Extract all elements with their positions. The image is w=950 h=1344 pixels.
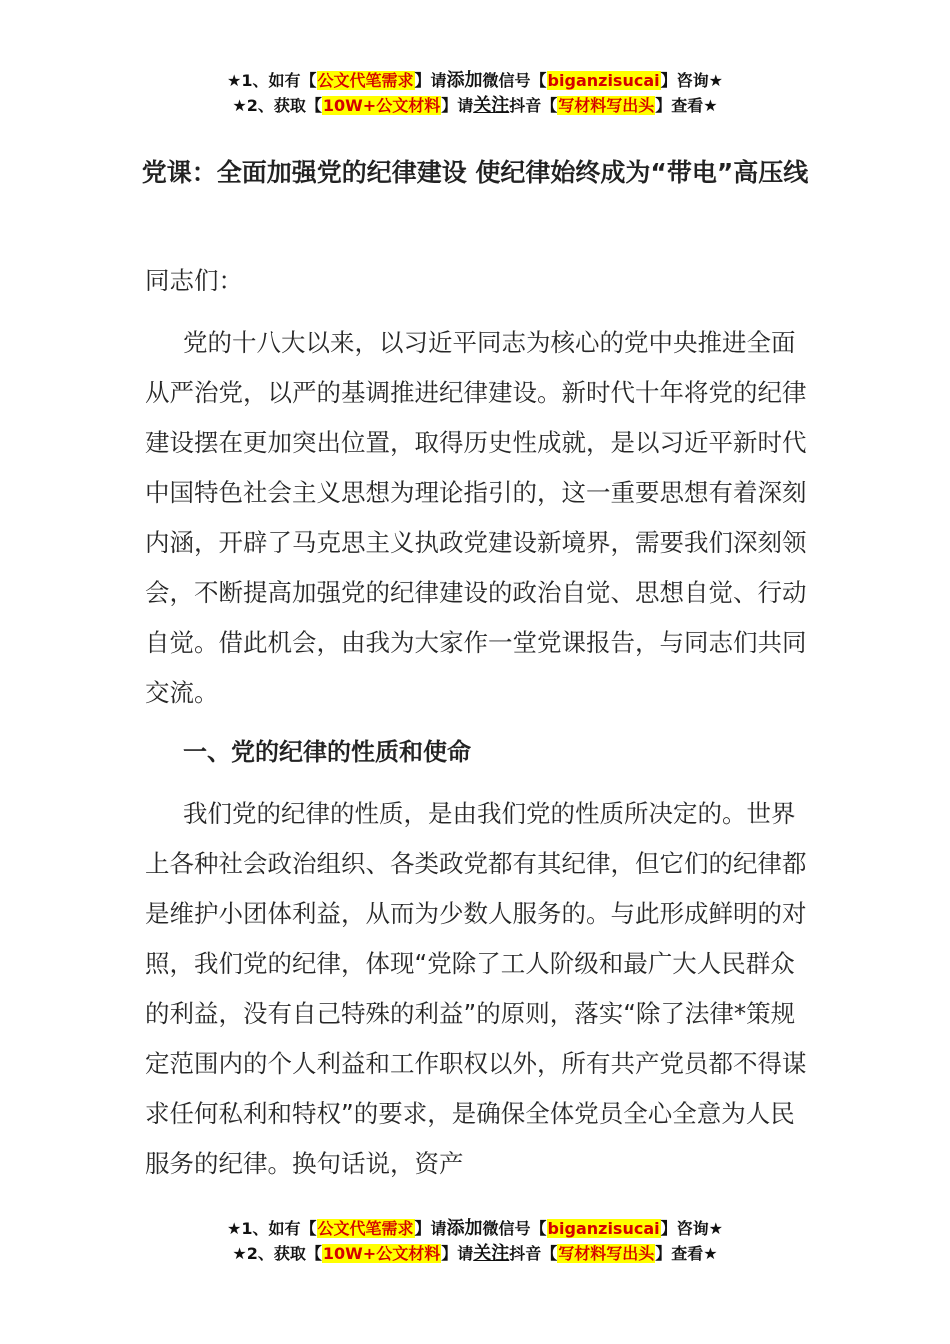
banner-text: 】请 bbox=[441, 96, 474, 115]
paragraph-1-text: 党的十八大以来，以习近平同志为核心的党中央推进全面从严治党，以严的基调推进纪律建设。新时代十年将党的纪律建设摆在更加突出位置，取得历史性成就，是以习近平新时代中国特色社会主义思想为理论指引的，这一重要思想有着深刻内涵，开辟了马克思主义执政党建设新境界，需要我们深刻领会，不断提高加强党的纪律建设的政治自觉、思想自觉、行动自觉。借此机会，由我为大家作一堂党课报告，与同志们共同交流。 bbox=[145, 328, 807, 707]
banner-highlight: biganzisucai bbox=[547, 71, 660, 90]
banner-highlight: 写材料写出头 bbox=[558, 1244, 655, 1263]
banner-highlight: 写材料写出头 bbox=[558, 96, 655, 115]
banner-highlight: 公文代笔需求 bbox=[317, 1219, 414, 1238]
document-title: 党课：全面加强党的纪律建设 使纪律始终成为“带电”高压线 bbox=[141, 158, 809, 187]
banner-text: ★2、获取【 bbox=[232, 96, 322, 115]
banner-emphasis: 添加 bbox=[446, 1218, 483, 1239]
paragraph-2-text: 我们党的纪律的性质，是由我们党的性质所决定的。世界上各种社会政治组织、各类政党都有其纪律，但它们的纪律都是维护小团体利益，从而为少数人服务的。与此形成鲜明的对照，我们党的纪律，体现“党除了工人阶级和最广大人民群众的利益，没有自己特殊的利益”的原则，落实“除了法律*策规定范围内的个人利益和工作职权以外，所有共产党员都不得谋求任何私利和特权”的要求，是确保全体党员全心全意为人民服务的纪律。换句话说，资产 bbox=[145, 799, 807, 1178]
banner-text: 】咨询★ bbox=[660, 71, 723, 90]
banner-text: ★1、如有【 bbox=[227, 1219, 317, 1238]
banner-emphasis: 关注 bbox=[473, 1243, 510, 1264]
salutation bbox=[145, 256, 810, 306]
banner-highlight: 10W+公文材料 bbox=[322, 96, 441, 115]
section-heading-1: 一、党的纪律的性质和使命 bbox=[183, 738, 471, 766]
banner-text: 】请 bbox=[414, 71, 447, 90]
banner-text: 抖音【 bbox=[509, 96, 558, 115]
salutation-text: 同志们： bbox=[145, 266, 243, 295]
paragraph-1 bbox=[145, 318, 810, 718]
banner-line-1 bbox=[0, 68, 950, 93]
banner-text: 微信号【 bbox=[482, 71, 547, 90]
banner-text: 抖音【 bbox=[509, 1244, 558, 1263]
banner-emphasis: 关注 bbox=[473, 95, 510, 116]
banner-text: 】查看★ bbox=[655, 96, 718, 115]
banner-highlight: 公文代笔需求 bbox=[317, 71, 414, 90]
banner-line-2 bbox=[0, 1241, 950, 1266]
banner-line-2 bbox=[0, 93, 950, 118]
header-banner bbox=[0, 68, 950, 118]
banner-emphasis: 添加 bbox=[446, 70, 483, 91]
banner-text: ★2、获取【 bbox=[232, 1244, 322, 1263]
banner-highlight: biganzisucai bbox=[547, 1219, 660, 1238]
banner-text: 】咨询★ bbox=[660, 1219, 723, 1238]
footer-banner bbox=[0, 1216, 950, 1266]
banner-highlight: 10W+公文材料 bbox=[322, 1244, 441, 1263]
banner-line-1 bbox=[0, 1216, 950, 1241]
banner-text: 】请 bbox=[414, 1219, 447, 1238]
banner-text: 微信号【 bbox=[482, 1219, 547, 1238]
banner-text: 】请 bbox=[441, 1244, 474, 1263]
banner-text: ★1、如有【 bbox=[227, 71, 317, 90]
paragraph-2 bbox=[145, 789, 810, 1189]
banner-text: 】查看★ bbox=[655, 1244, 718, 1263]
